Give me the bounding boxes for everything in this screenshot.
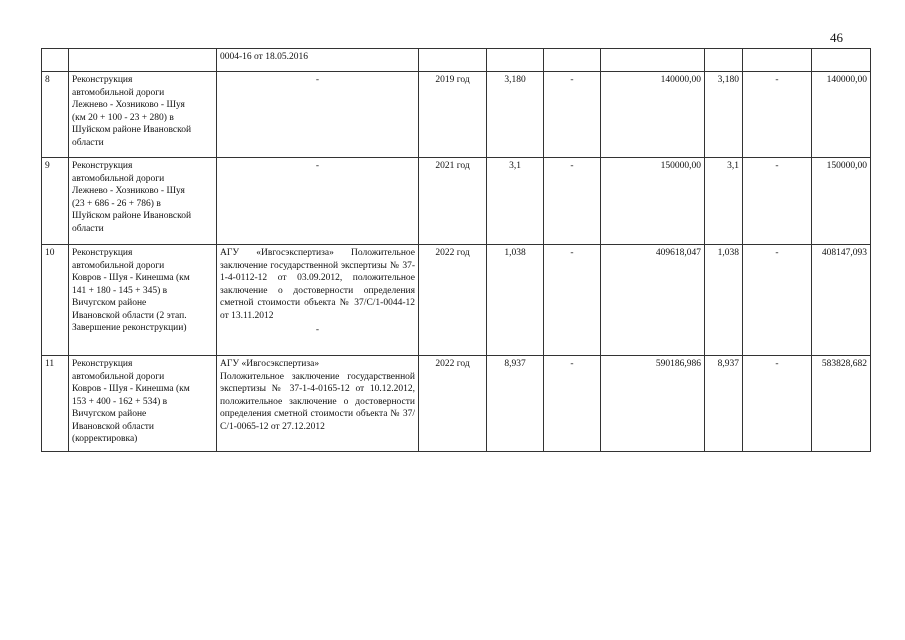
cell-year: 2021 год bbox=[419, 158, 487, 245]
cell-cost: 590186,986 bbox=[601, 356, 705, 452]
cell-dash: - bbox=[743, 158, 812, 245]
cell-cost: 140000,00 bbox=[601, 72, 705, 158]
cell-length: 8,937 bbox=[487, 356, 544, 452]
cell-num bbox=[42, 49, 69, 72]
table-row bbox=[42, 49, 871, 72]
cell-cost: 408147,093 bbox=[812, 245, 871, 356]
cell-year: 2022 год bbox=[419, 356, 487, 452]
cell-expertise: АГУ «Ивгосэкспертиза» Положительное заключение государственной экспертизы № 37-1-4-0112-12 от 03.09.2012, положительное заключение о достоверности определения сметной стоимости объекта № 37/С/1-0044-12 от 13.11.2012 - bbox=[217, 245, 419, 356]
cell-dash: - bbox=[743, 245, 812, 356]
cell-expertise: 0004-16 от 18.05.2016 bbox=[217, 49, 419, 72]
cell-dash: - bbox=[544, 158, 601, 245]
table-row bbox=[42, 356, 871, 452]
cell-name: Реконструкция автомобильной дороги Ковров - Шуя - Кинешма (км 141 + 180 - 145 + 345) в Вичугском районе Ивановской области (2 этап. Завершение реконструкции) bbox=[69, 245, 217, 356]
cell-cost: 150000,00 bbox=[601, 158, 705, 245]
cell-dash: - bbox=[544, 356, 601, 452]
cell-year: 2022 год bbox=[419, 245, 487, 356]
cell-length: 3,1 bbox=[487, 158, 544, 245]
cell-length: 3,180 bbox=[487, 72, 544, 158]
cell-dash: - bbox=[544, 72, 601, 158]
page-number: 46 bbox=[830, 30, 843, 45]
cell-cost: 150000,00 bbox=[812, 158, 871, 245]
cell-cost: 583828,682 bbox=[812, 356, 871, 452]
cell-cost: 140000,00 bbox=[812, 72, 871, 158]
cell-name: Реконструкция автомобильной дороги Ковров - Шуя - Кинешма (км 153 + 400 - 162 + 534) в Вичугском районе Ивановской области (корректировка) bbox=[69, 356, 217, 452]
cell-length: 3,180 bbox=[705, 72, 743, 158]
cell-length: 8,937 bbox=[705, 356, 743, 452]
cell-length: 1,038 bbox=[705, 245, 743, 356]
table-row bbox=[42, 245, 871, 356]
cell-num: 9 bbox=[42, 158, 69, 245]
cell-expertise: АГУ «Ивгосэкспертиза» Положительное заключение государственной экспертизы № 37-1-4-0165-12 от 10.12.2012, положительное заключение о достоверности определения сметной стоимости объекта № 37/С/1-0065-12 от 27.12.2012 bbox=[217, 356, 419, 452]
cell-year: 2019 год bbox=[419, 72, 487, 158]
cell-length: 3,1 bbox=[705, 158, 743, 245]
table-row bbox=[42, 72, 871, 158]
cell-expertise: - bbox=[217, 72, 419, 158]
table-row bbox=[42, 158, 871, 245]
cell-name: Реконструкция автомобильной дороги Лежнево - Хозниково - Шуя (км 20 + 100 - 23 + 280) в Шуйском районе Ивановской области bbox=[69, 72, 217, 158]
projects-table bbox=[41, 48, 871, 452]
cell-num: 11 bbox=[42, 356, 69, 452]
cell-dash: - bbox=[743, 356, 812, 452]
cell-dash: - bbox=[544, 245, 601, 356]
cell-num: 8 bbox=[42, 72, 69, 158]
cell-length: 1,038 bbox=[487, 245, 544, 356]
cell-cost: 409618,047 bbox=[601, 245, 705, 356]
cell-name: Реконструкция автомобильной дороги Лежнево - Хозниково - Шуя (23 + 686 - 26 + 786) в Шуйском районе Ивановской области bbox=[69, 158, 217, 245]
cell-num: 10 bbox=[42, 245, 69, 356]
cell-name bbox=[69, 49, 217, 72]
cell-dash: - bbox=[743, 72, 812, 158]
cell-expertise: - bbox=[217, 158, 419, 245]
